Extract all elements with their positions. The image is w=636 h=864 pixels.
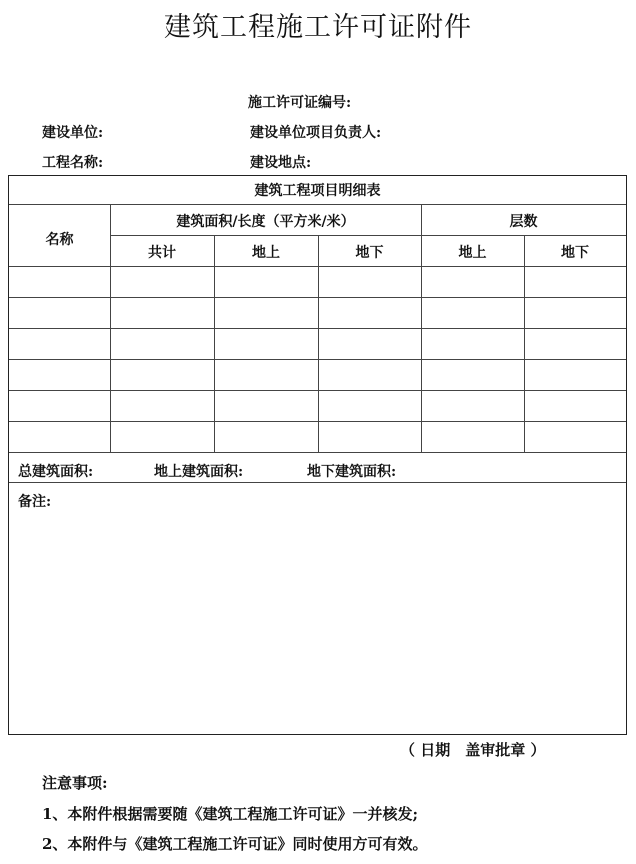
notes-heading: 注意事项: xyxy=(42,774,108,792)
construction-site-label: 建设地点: xyxy=(250,155,312,171)
total-area-label: 总建筑面积: xyxy=(18,464,94,480)
page-title: 建筑工程施工许可证附件 xyxy=(164,12,472,43)
below-ground-area-label: 地下建筑面积: xyxy=(307,464,397,480)
unit-project-lead-label: 建设单位项目负责人: xyxy=(250,125,382,141)
above-ground-area-label: 地上建筑面积: xyxy=(154,464,244,480)
remarks-label: 备注: xyxy=(18,494,52,510)
note-item-2: 2、本附件与《建筑工程施工许可证》同时使用方可有效。 xyxy=(42,835,428,853)
area-total-header: 共计 xyxy=(148,245,176,261)
area-above-header: 地上 xyxy=(252,245,280,261)
floors-above-header: 地上 xyxy=(458,245,487,261)
construction-unit-label: 建设单位: xyxy=(42,125,104,141)
stamp-line: （ 日期 盖审批章 ） xyxy=(400,741,546,759)
note-item-1: 1、本附件根据需要随《建筑工程施工许可证》一并核发; xyxy=(42,805,418,823)
floors-below-header: 地下 xyxy=(561,245,589,261)
project-detail-table xyxy=(8,175,627,735)
project-name-label: 工程名称: xyxy=(42,155,104,171)
column-name-header: 名称 xyxy=(45,232,74,248)
floors-group-header: 层数 xyxy=(509,214,538,230)
permit-number-label: 施工许可证编号: xyxy=(248,95,352,111)
area-group-header: 建筑面积/长度（平方米/米） xyxy=(176,214,355,230)
area-below-header: 地下 xyxy=(355,245,384,261)
table-caption: 建筑工程项目明细表 xyxy=(254,183,381,199)
